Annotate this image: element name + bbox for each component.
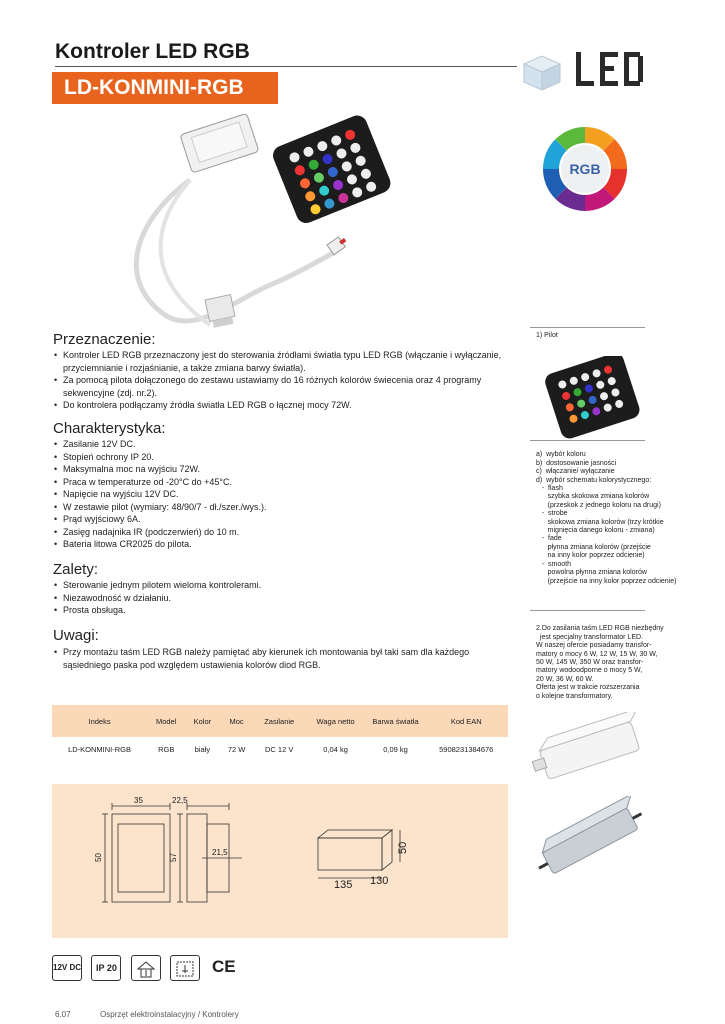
- list-item: • Prosta obsługa.: [53, 604, 508, 617]
- heading-uwagi: Uwagi:: [53, 627, 99, 644]
- table-header: Moc: [219, 705, 253, 737]
- rgb-wheel-icon: [540, 124, 630, 214]
- table-cell: 5908231384676: [439, 744, 494, 754]
- pilot-caption: 1) Pilot: [536, 332, 558, 339]
- sidebar-divider: [530, 610, 645, 611]
- title-divider: [55, 66, 517, 67]
- list-item: • Do kontrolera podłączamy źródła światła LED RGB o łącznej mocy 72W.: [53, 399, 508, 412]
- pilot-line: (przeskok z jednego koloru na drugi): [536, 501, 661, 509]
- list-item: • Zasilanie 12V DC.: [53, 438, 508, 451]
- dimensions-panel: [52, 784, 508, 938]
- dim-box-length: 135: [334, 879, 353, 891]
- note-line: o kolejne transformatory.: [536, 692, 613, 700]
- list-item: • Sterowanie jednym pilotem wieloma kontrolerami.: [53, 579, 508, 592]
- pilot-line: powolna płynna zmiana kolorów: [536, 569, 647, 577]
- table-header: Zasilanie: [254, 705, 305, 737]
- pilot-functions: [536, 443, 676, 594]
- rgb-wheel-label: RGB: [569, 161, 601, 177]
- pilot-line: d) wybór schematu kolorystycznego:: [536, 476, 652, 484]
- heading-przeznaczenie: Przeznaczenie:: [53, 331, 156, 348]
- sidebar-divider: [530, 440, 645, 441]
- certification-icons: [52, 955, 243, 983]
- pilot-line: b) dostosowanie jasności: [536, 459, 617, 467]
- note-line: W naszej ofercie posiadamy transfor-: [536, 642, 652, 650]
- dim-side-height: 57: [169, 853, 178, 862]
- dim-box-height: 50: [397, 841, 409, 854]
- list-item: • Zasięg nadajnika IR (podczerwień) do 10 m.: [53, 526, 508, 539]
- pilot-line: płynna zmiana kolorów (przejście: [536, 543, 651, 551]
- table-header: Kolor: [185, 705, 219, 737]
- ce-mark-icon: CE: [212, 957, 236, 976]
- pilot-line: mignięcia danego koloru - zmiana): [536, 527, 655, 535]
- table-header: Model: [147, 705, 185, 737]
- note-line: jest specjalny transformator LED.: [536, 633, 643, 641]
- list-przeznaczenie: [53, 349, 508, 412]
- list-item: • Kontroler LED RGB przeznaczony jest do sterowania źródłami światła typu LED RGB (włączanie i wyłączanie, przyciemnianie i rozjaśnianie, a także zmiana barwy światła).: [53, 349, 508, 374]
- led-driver-photo: [528, 712, 648, 788]
- pilot-line: - flash: [536, 485, 563, 493]
- led-logo-letters: [576, 52, 643, 86]
- list-item: • Praca w temperaturze od -20°C do +45°C.: [53, 476, 508, 489]
- list-zalety: [53, 579, 508, 617]
- dimension-drawing: [52, 784, 508, 938]
- list-item: • Stopień ochrony IP 20.: [53, 451, 508, 464]
- note-line: Oferta jest w trakcie rozszerzania: [536, 684, 640, 692]
- class-insulation-icon: [170, 955, 200, 981]
- pilot-line: - strobe: [536, 510, 568, 518]
- page-title: Kontroler LED RGB: [55, 40, 250, 63]
- list-item: • Napięcie na wyjściu 12V DC.: [53, 488, 508, 501]
- dim-top-width: 35: [134, 796, 143, 805]
- heading-charakterystyka: Charakterystyka:: [53, 420, 166, 437]
- note-line: 2.Do zasilania taśm LED RGB niezbędny: [536, 625, 664, 633]
- list-item: • Maksymalna moc na wyjściu 72W.: [53, 463, 508, 476]
- table-header: Waga netto: [305, 705, 367, 737]
- table-cell: 72 W: [227, 744, 246, 754]
- list-item: • Prąd wyjściowy 6A.: [53, 513, 508, 526]
- table-cell: 0,09 kg: [383, 744, 408, 754]
- heading-zalety: Zalety:: [53, 561, 99, 578]
- note-line: matory o mocy 6 W, 12 W, 15 W, 30 W,: [536, 650, 658, 658]
- list-item: • Niezawodność w działaniu.: [53, 592, 508, 605]
- dim-top-depth: 22,5: [172, 796, 188, 805]
- pilot-line: szybka skokowa zmiana kolorów: [536, 493, 650, 501]
- model-banner: LD-KONMINI-RGB: [52, 72, 278, 104]
- pilot-line: - smooth: [536, 560, 572, 568]
- note-line: 50 W, 145 W, 350 W oraz transfor-: [536, 659, 644, 667]
- note-line: matory wodoodporne o mocy 5 W,: [536, 667, 643, 675]
- transformer-note: [536, 617, 664, 709]
- footer-category: Osprzęt elektroinstalacyjny / Kontrolery: [100, 1010, 239, 1019]
- table-cell: LD-KONMINI-RGB: [68, 744, 132, 754]
- table-header-row: [52, 705, 508, 737]
- pilot-line: a) wybór koloru: [536, 451, 586, 459]
- table-header: Indeks: [52, 705, 147, 737]
- dim-box-depth: 130: [370, 875, 389, 887]
- pilot-line: skokowa zmiana kolorów (trzy krótkie: [536, 518, 664, 526]
- pilot-line: na inny kolor poprzez odcienie): [536, 552, 645, 560]
- pilot-line: c) włączanie/ wyłączanie: [536, 468, 615, 476]
- table-row: [52, 737, 508, 761]
- pilot-line: (przejście na inny kolor poprzez odcienie): [536, 577, 677, 585]
- list-item: • Bateria litowa CR2025 do pilota.: [53, 538, 508, 551]
- table-cell: RGB: [158, 744, 175, 754]
- list-item: • Za pomocą pilota dołączonego do zestawu ustawiamy do 16 różnych kolorów świecenia oraz 4 programy sekwencyjne (zdj. nr.2).: [53, 374, 508, 399]
- note-line: 20 W, 36 W, 60 W.: [536, 675, 594, 683]
- ip20-icon: IP 20: [91, 955, 121, 981]
- table-cell: DC 12 V: [265, 744, 294, 754]
- sidebar-divider: [530, 327, 645, 328]
- product-photo: [95, 110, 425, 360]
- indoor-use-icon: [131, 955, 161, 981]
- table-cell: biały: [194, 744, 211, 754]
- table-header: Barwa światła: [367, 705, 425, 737]
- product-table: [52, 705, 508, 761]
- pilot-line: - fade: [536, 535, 562, 543]
- remote-control-photo: [540, 356, 640, 440]
- list-item: • Przy montażu taśm LED RGB należy pamiętać aby kierunek ich montowania był taki sam dla każdego sąsiedniego paska pod względem ustawienia kolorów diod RGB.: [53, 646, 508, 671]
- led-logo-icon: [520, 42, 650, 96]
- waterproof-transformer-photo: [528, 796, 648, 886]
- page-number: 6.07: [55, 1010, 71, 1019]
- list-charakterystyka: [53, 438, 508, 551]
- table-cell: 0,04 kg: [323, 744, 348, 754]
- list-item: • W zestawie pilot (wymiary: 48/90/7 - dł./szer./wys.).: [53, 501, 508, 514]
- dim-left-height: 50: [94, 853, 103, 862]
- list-uwagi: [53, 646, 508, 671]
- table-header: Kod EAN: [425, 705, 509, 737]
- dim-side-inner: 21,5: [212, 848, 228, 857]
- 12v-dc-icon: 12V DC: [52, 955, 82, 981]
